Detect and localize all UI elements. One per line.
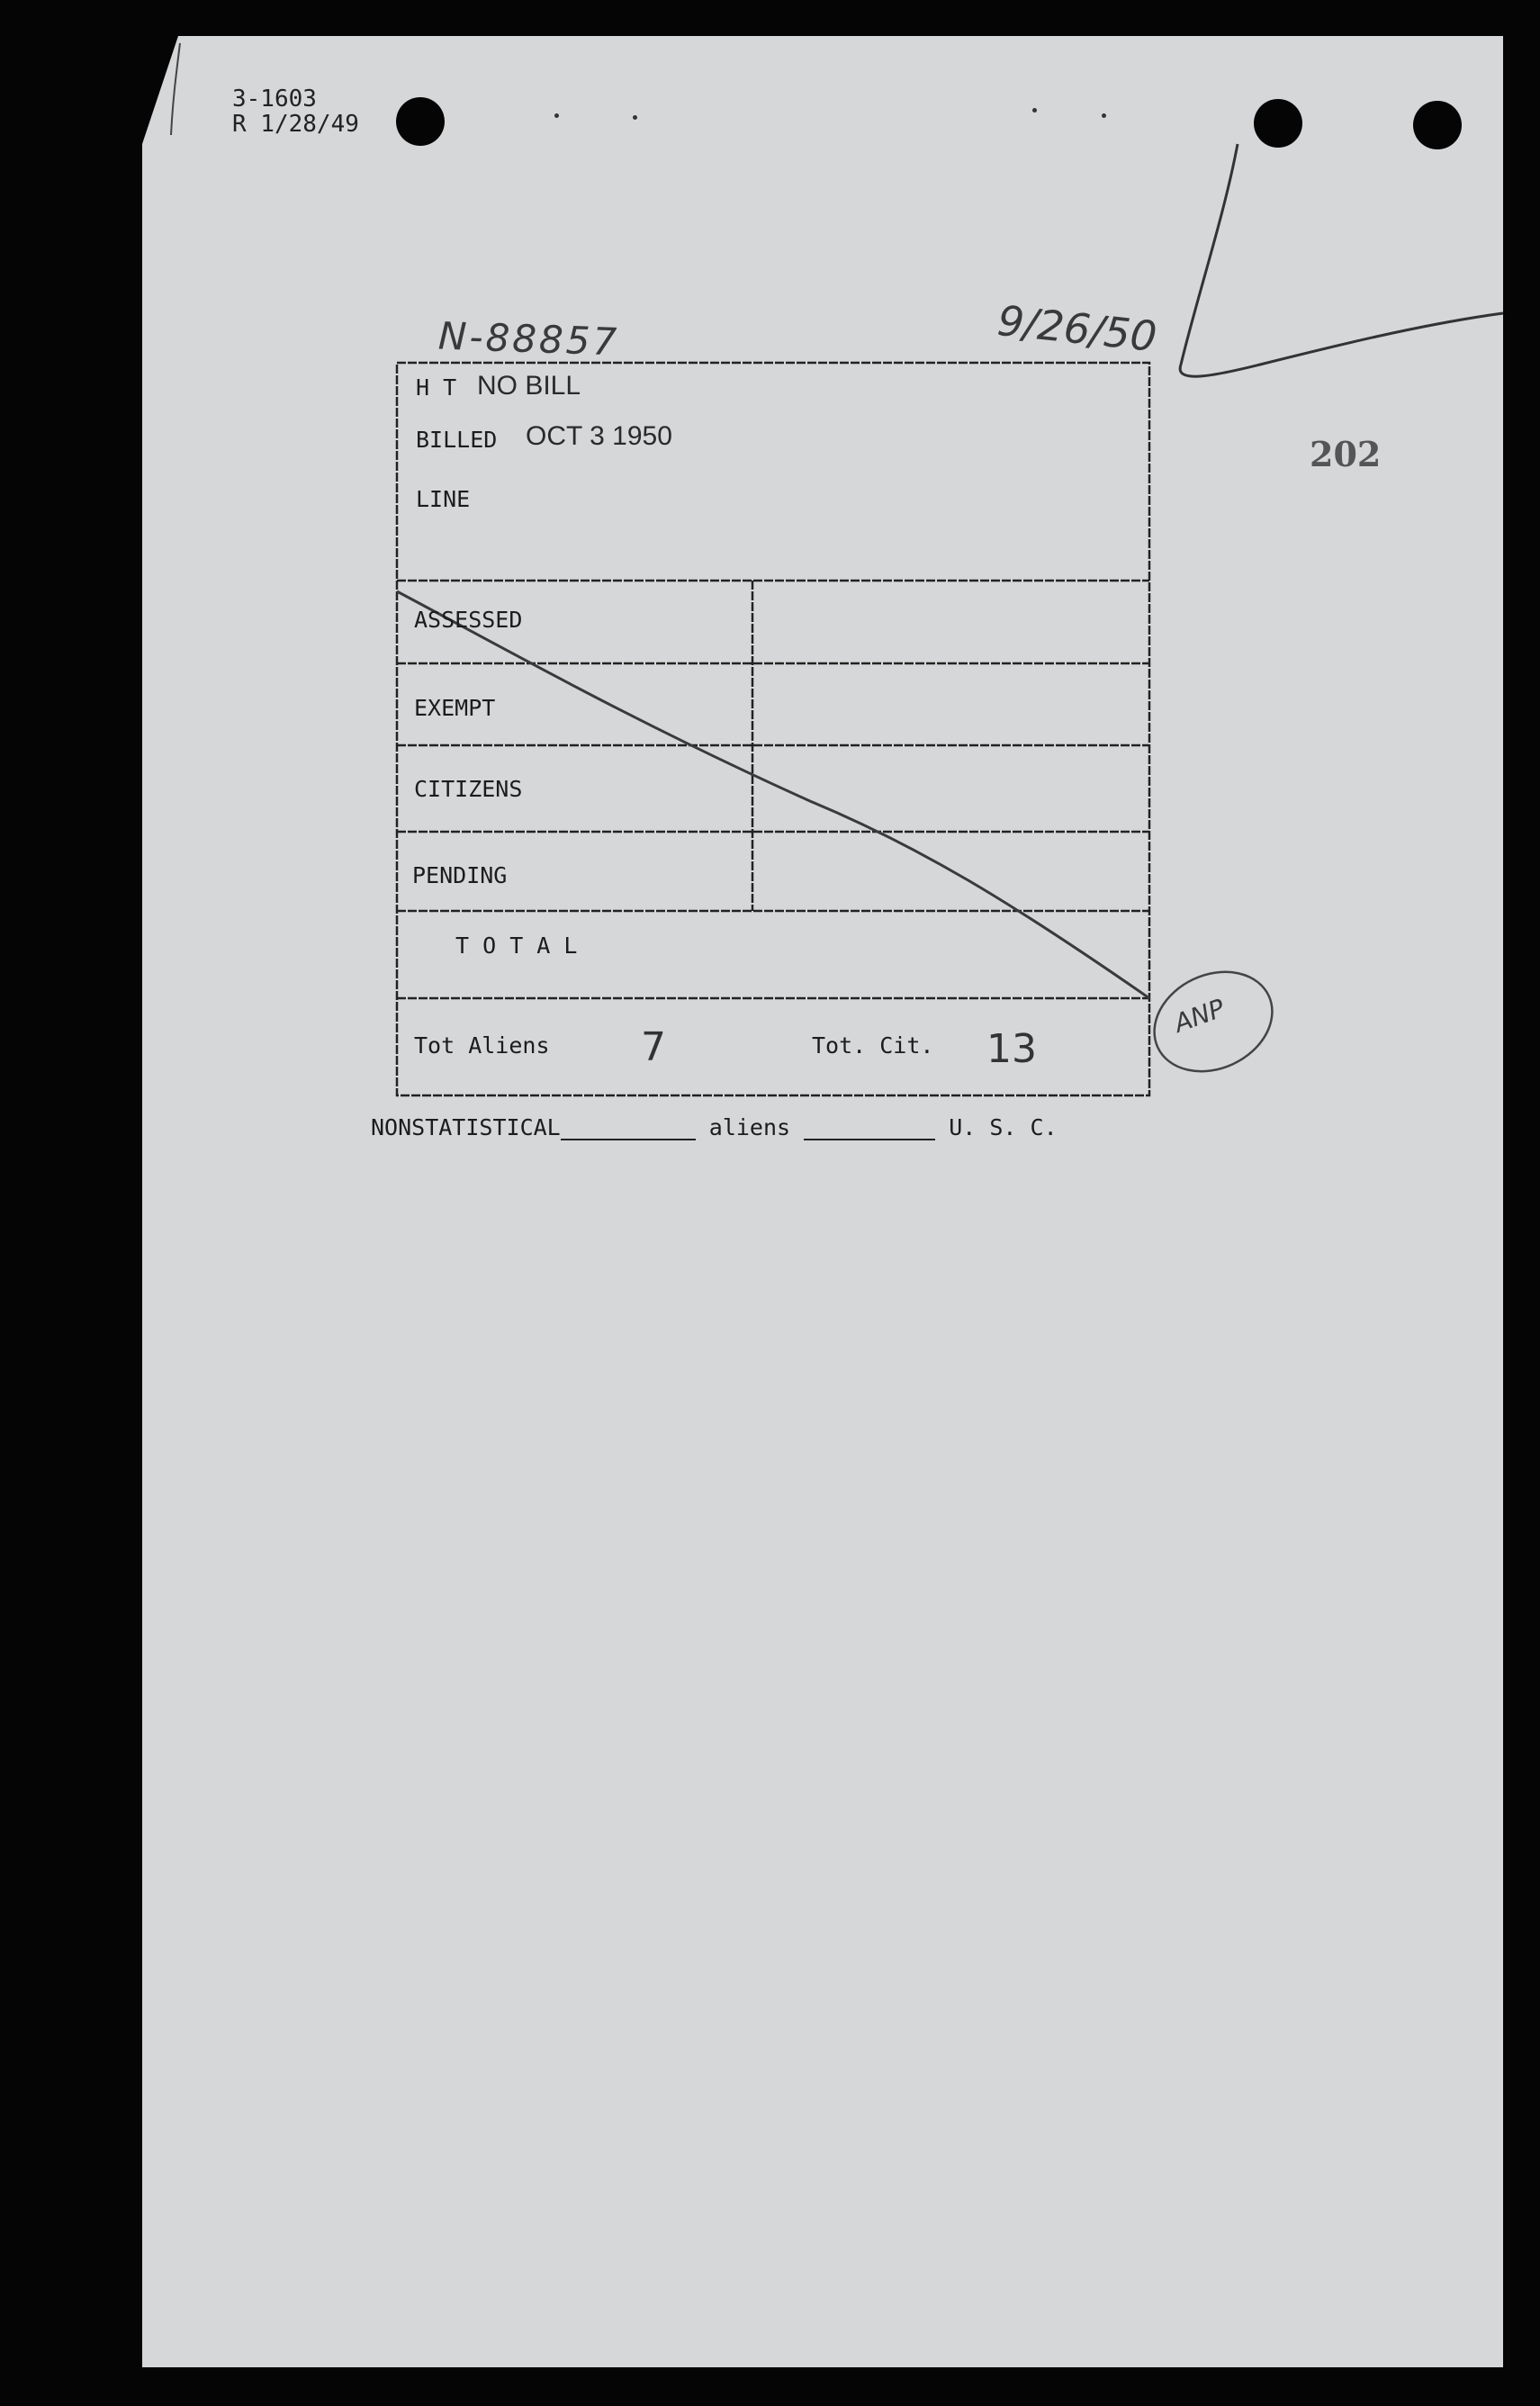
row-label-assessed: ASSESSED bbox=[414, 607, 523, 633]
tot-cit-value: 13 bbox=[986, 1026, 1037, 1072]
bracket-mark bbox=[1180, 144, 1503, 376]
aliens-label: aliens bbox=[708, 1114, 791, 1140]
row-label-pending: PENDING bbox=[412, 862, 508, 888]
ht-label: H T bbox=[416, 374, 457, 401]
row-label-citizens: CITIZENS bbox=[414, 776, 523, 802]
ht-stamp: NO BILL bbox=[477, 371, 581, 401]
handwritten-date: 9/26/50 bbox=[995, 295, 1159, 362]
usc-label: U. S. C. bbox=[949, 1114, 1058, 1140]
tot-aliens-label: Tot Aliens bbox=[414, 1032, 550, 1059]
initials: ANP bbox=[1170, 993, 1229, 1039]
billed-label: BILLED bbox=[416, 427, 498, 453]
nonstatistical-line bbox=[371, 1114, 1058, 1140]
page-number: 202 bbox=[1310, 434, 1382, 474]
billed-stamp: OCT 3 1950 bbox=[526, 421, 672, 451]
nonstatistical-label: NONSTATISTICAL bbox=[371, 1114, 561, 1140]
nonstatistical-blank bbox=[561, 1119, 696, 1140]
file-number: N-88857 bbox=[437, 313, 620, 365]
row-label-exempt: EXEMPT bbox=[414, 695, 496, 721]
tot-aliens-value: 7 bbox=[641, 1024, 666, 1070]
aliens-blank bbox=[804, 1119, 935, 1140]
form-border bbox=[397, 363, 1149, 1095]
line-label: LINE bbox=[416, 486, 471, 512]
form-number: 3-1603 bbox=[232, 86, 317, 113]
margin-tick bbox=[171, 43, 180, 135]
revision-date: R 1/28/49 bbox=[232, 111, 359, 138]
total-label: T O T A L bbox=[455, 933, 578, 959]
tot-cit-label: Tot. Cit. bbox=[812, 1032, 934, 1059]
